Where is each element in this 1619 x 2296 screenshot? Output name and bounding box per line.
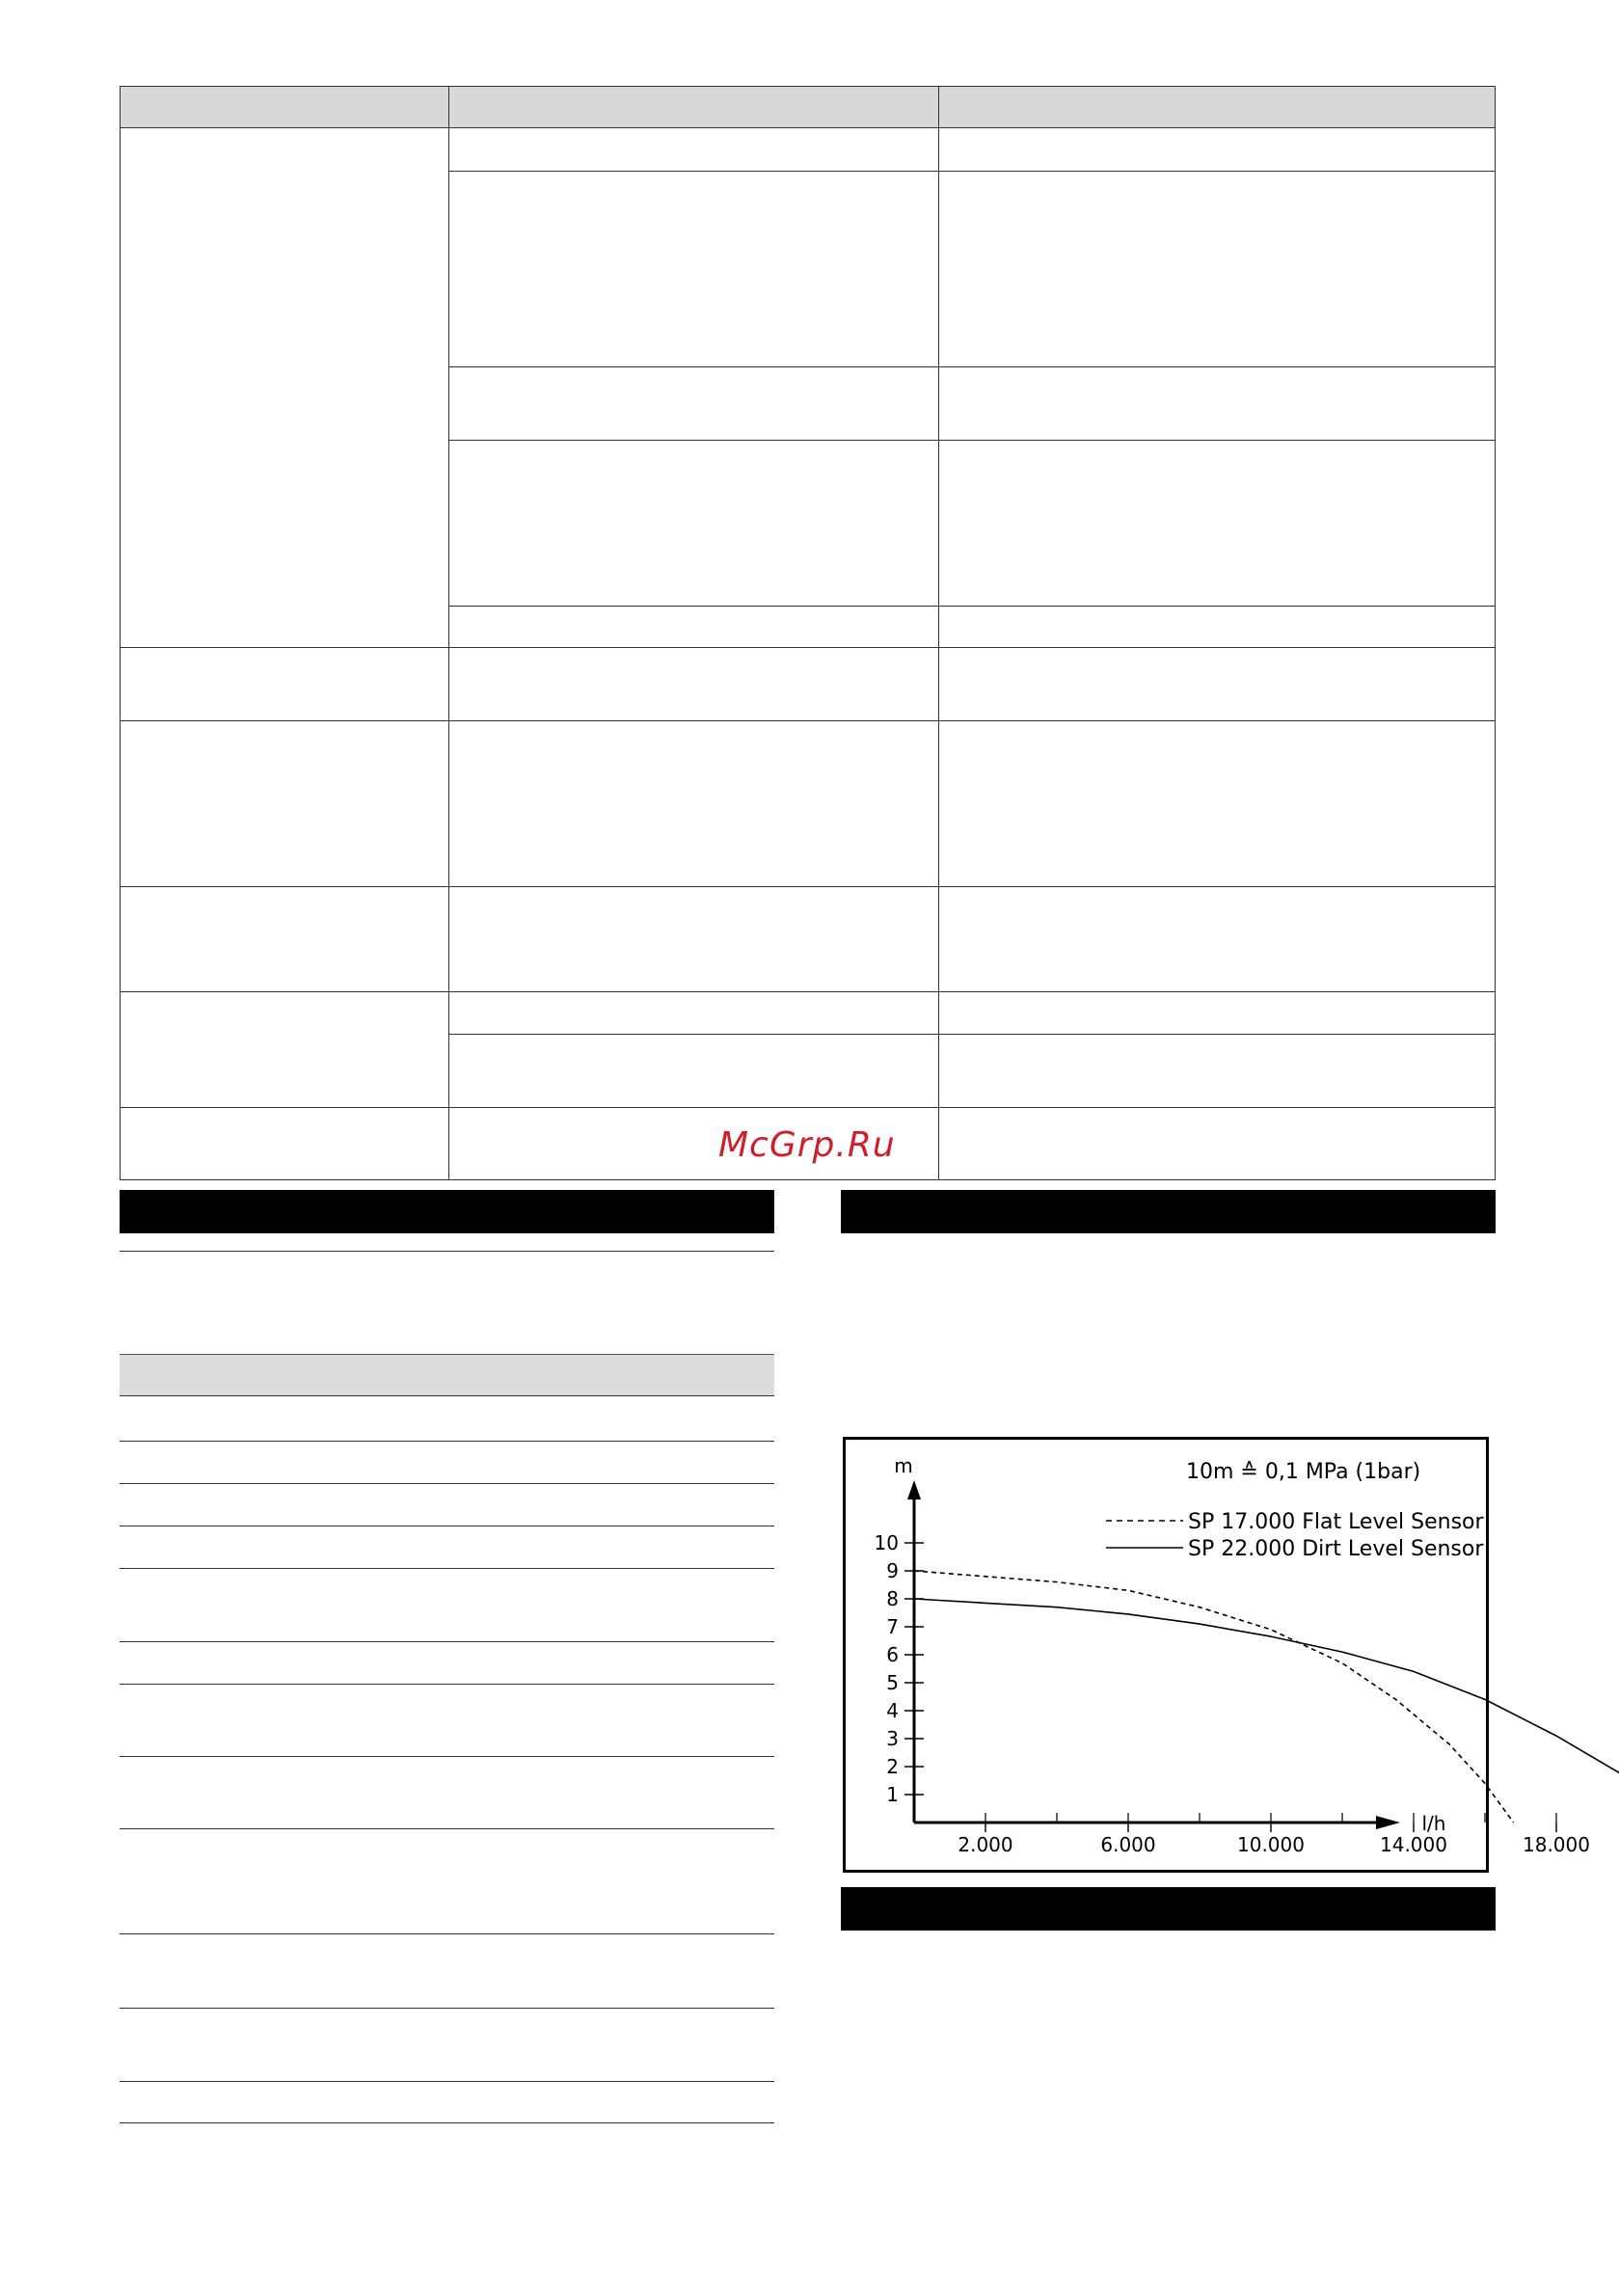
chart-canvas [846, 1440, 1590, 1870]
chart-ticks [875, 1531, 1619, 1856]
legend-label-series-2: SP 22.000 Dirt Level Sensor [1188, 1537, 1484, 1561]
section-header-bar-left [120, 1190, 774, 1233]
y-tick-label: 2 [886, 1755, 899, 1778]
column-divider [448, 87, 449, 1179]
y-tick-label: 5 [886, 1671, 899, 1694]
table-row-divider [120, 1483, 774, 1484]
y-axis-arrow [907, 1480, 921, 1499]
y-tick-label: 1 [886, 1783, 899, 1806]
table-row-divider [120, 1828, 774, 1829]
row-divider [121, 720, 1495, 721]
table-row-divider [120, 1568, 774, 1569]
row-divider [448, 171, 1495, 172]
unit-note: 10m ≙ 0,1 MPa (1bar) [1186, 1460, 1421, 1484]
y-tick-label: 7 [886, 1615, 899, 1638]
row-divider [121, 647, 1495, 648]
table-row-divider [120, 1441, 774, 1442]
table-row-divider [120, 2008, 774, 2009]
row-divider [448, 366, 1495, 367]
x-axis-label: l/h [1421, 1812, 1446, 1835]
table-row-divider [120, 1756, 774, 1757]
section-header-bar-right-bottom [841, 1887, 1496, 1931]
row-divider [121, 991, 1495, 992]
y-tick-label: 4 [886, 1699, 899, 1722]
y-axis-label: m [894, 1454, 913, 1477]
chart-legend [1106, 1510, 1484, 1561]
row-divider [121, 1107, 1495, 1108]
legend-label-series-1: SP 17.000 Flat Level Sensor [1188, 1510, 1484, 1534]
y-tick-label: 9 [886, 1559, 899, 1582]
series-line-2 [914, 1599, 1619, 1823]
chart-series [914, 1571, 1619, 1823]
y-tick-label: 8 [886, 1587, 899, 1610]
watermark-logo: McGrp.Ru [718, 1125, 896, 1165]
y-tick-label: 6 [886, 1643, 899, 1666]
row-divider [448, 1034, 1495, 1035]
y-tick-label: 10 [874, 1531, 899, 1554]
troubleshooting-table [120, 86, 1496, 1180]
table-row-divider [120, 1933, 774, 1934]
column-divider [938, 87, 939, 1179]
section-rule [120, 1251, 774, 1252]
table-row-divider [120, 2081, 774, 2082]
table-header-row [121, 87, 1495, 128]
section-header-bar-right-top [841, 1190, 1496, 1233]
x-tick-label: 6.000 [1100, 1833, 1156, 1856]
table-row-divider [120, 2122, 774, 2123]
row-divider [448, 440, 1495, 441]
pump-curve-chart [843, 1437, 1590, 1873]
table-row-divider [120, 1641, 774, 1642]
x-tick-label: 10.000 [1237, 1833, 1305, 1856]
technical-data-header [120, 1354, 774, 1396]
table-row-divider [120, 1684, 774, 1685]
x-axis-arrow [1376, 1816, 1400, 1829]
row-divider [448, 606, 1495, 607]
x-tick-label: 18.000 [1523, 1833, 1590, 1856]
series-line-1 [914, 1571, 1514, 1823]
row-divider [121, 886, 1495, 887]
x-tick-label: 2.000 [958, 1833, 1013, 1856]
y-tick-label: 3 [886, 1727, 899, 1750]
x-tick-label: 14.000 [1380, 1833, 1447, 1856]
